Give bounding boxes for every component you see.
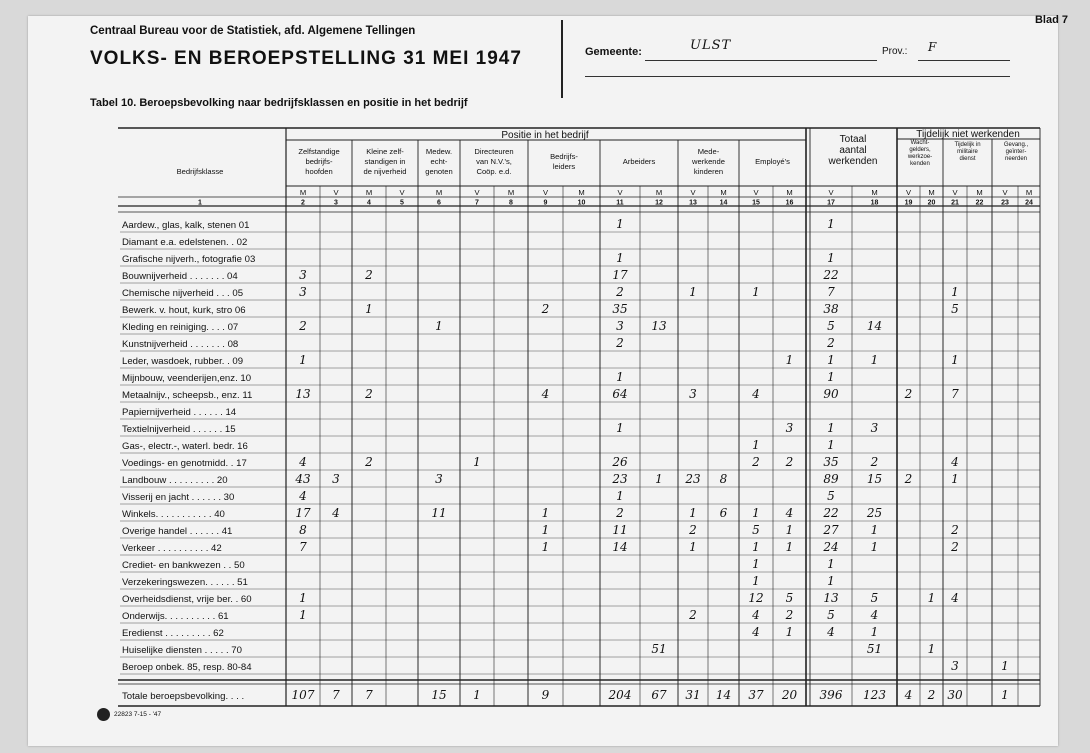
cell-value: 1 [473,455,481,469]
cell-value: 11 [431,506,447,520]
cell-value: 1 [827,574,835,588]
cell-value: 2 [689,523,697,537]
cell-value: 1 [951,353,959,367]
col-number: 22 [975,199,984,207]
row-label: Huiselijke diensten . . . . . 70 [122,645,242,656]
mv-label: M [871,188,878,197]
total-value: 31 [685,688,701,702]
cell-value: 1 [616,217,624,231]
gemeente-value: ULST [690,38,732,53]
cell-value: 1 [827,353,835,367]
subgroup-header: dienst [959,156,976,162]
cell-value: 4 [951,455,959,469]
subgroup-header: militaire [957,149,978,155]
group-header: Mede- [697,147,720,156]
mv-label: M [976,188,983,197]
cell-value: 14 [866,319,883,333]
group-header: Coöp. e.d. [476,167,512,176]
cell-value: 13 [295,387,311,401]
cell-value: 3 [951,659,959,673]
cell-value: 1 [870,625,879,639]
total-value: 1 [1001,688,1009,702]
col-number: 7 [475,199,479,207]
cell-value: 1 [541,523,550,537]
cell-value: 2 [752,455,760,469]
cell-value: 1 [655,472,663,486]
mv-label: M [928,188,935,197]
row-label: Verkeer . . . . . . . . . . 42 [122,543,222,554]
cell-value: 1 [927,642,936,656]
cell-value: 4 [951,591,959,605]
cell-value: 1 [435,319,443,333]
cell-value: 51 [866,642,883,656]
group-header: kinderen [693,167,724,176]
cell-value: 2 [689,608,697,622]
cell-value: 38 [823,302,839,316]
cell-value: 3 [689,387,697,401]
cell-value: 1 [785,353,794,367]
cell-value: 4 [299,489,307,503]
cell-value: 2 [616,506,624,520]
total-value: 30 [947,688,963,702]
total-value: 107 [291,688,315,702]
cell-value: 22 [823,268,839,282]
positie-header: Positie in het bedrijf [501,130,589,141]
cell-value: 5 [752,523,760,537]
row-label: Leder, wasdoek, rubber. . 09 [122,356,244,367]
cell-value: 1 [1001,659,1009,673]
subgroup-header: Wacht- [910,140,930,146]
row-label: Metaalnijv., scheepsb., enz. 11 [122,390,253,401]
printer-logo-icon [97,708,110,721]
mv-label: V [952,188,958,197]
total-label: Totale beroepsbevolking. . . . [122,691,245,702]
form-title: VOLKS- EN BEROEPSTELLING 31 MEI 1947 [90,48,522,69]
col-number: 3 [334,199,338,207]
cell-value: 3 [435,472,443,486]
col-number: 13 [689,199,697,207]
group-header: Kleine zelf- [366,147,404,156]
cell-value: 3 [785,421,794,435]
table-title: Tabel 10. Beroepsbevolking naar bedrijfsklassen en positie in het bedrijf [90,97,468,109]
cell-value: 3 [616,319,624,333]
cell-value: 23 [612,472,628,486]
total-value: 14 [715,688,732,702]
row-label: Landbouw . . . . . . . . . 20 [122,475,228,486]
row-label: Voedings- en genotmidd. . 17 [122,458,247,469]
group-header: hoofden [305,167,333,176]
row-label: Bouwnijverheid . . . . . . . 04 [122,271,238,282]
mv-label: V [474,188,480,197]
col-number: 4 [367,199,371,207]
total-value: 37 [748,688,764,702]
group-header: echt- [430,157,448,166]
cell-value: 1 [752,285,760,299]
mv-label: M [1025,188,1033,197]
mv-label: V [617,188,623,197]
subgroup-header: kenden [910,161,930,167]
group-header: genoten [425,167,453,176]
total-value: 9 [541,688,550,702]
totaal-header: werkenden [828,156,878,167]
row-label: Crediet- en bankwezen . . 50 [122,560,245,571]
cell-value: 4 [870,608,879,622]
cell-value: 27 [823,523,839,537]
group-header: standigen in [364,157,406,166]
subgroup-header: Tijdelijk in [954,142,981,148]
tijdelijk-header: Tijdelijk niet werkenden [916,129,1020,140]
col-number: 9 [543,199,548,207]
cell-value: 1 [541,540,550,554]
col-number: 23 [1001,199,1009,207]
cell-value: 1 [616,421,624,435]
cell-value: 22 [823,506,839,520]
row-label: Kunstnijverheid . . . . . . . 08 [122,339,239,350]
cell-value: 2 [951,523,959,537]
cell-value: 1 [689,285,697,299]
cell-value: 3 [299,268,307,282]
mv-label: V [399,188,405,197]
cell-value: 7 [827,285,835,299]
cell-value: 2 [365,455,373,469]
cell-value: 89 [823,472,839,486]
col-number: 12 [655,199,663,207]
mv-label: V [753,188,759,197]
gemeente-label: Gemeente: [585,46,642,58]
row-label: Gas-, electr.-, waterl. bedr. 16 [122,441,248,452]
cell-value: 4 [752,625,760,639]
row-label: Grafische nijverh., fotografie 03 [122,254,256,265]
cell-value: 7 [951,387,959,401]
cell-value: 2 [365,268,373,282]
cell-value: 4 [752,387,760,401]
mv-label: M [435,188,443,197]
col-number: 5 [400,199,404,207]
cell-value: 1 [827,557,835,571]
col-number: 14 [719,199,728,207]
cell-value: 1 [827,438,835,452]
row-label: Verzekeringswezen. . . . . . 51 [122,577,248,588]
cell-value: 13 [651,319,667,333]
cell-value: 2 [904,387,913,401]
col-number: 11 [616,199,624,207]
cell-value: 1 [689,540,697,554]
cell-value: 43 [295,472,311,486]
bureau-name: Centraal Bureau voor de Statistiek, afd. Algemene Tellingen [90,25,416,37]
bedrijfsklasse-header: Bedrijfsklasse [176,167,224,176]
group-header: werkende [692,157,725,166]
cell-value: 1 [752,540,760,554]
col-number: 2 [301,199,305,207]
cell-value: 2 [785,455,794,469]
col-number: 18 [870,199,879,207]
cell-value: 1 [827,421,835,435]
cell-value: 1 [752,557,760,571]
cell-value: 12 [748,591,764,605]
cell-value: 11 [612,523,628,537]
col-number: 15 [752,199,760,207]
cell-value: 1 [616,370,624,384]
row-label: Papiernijverheid . . . . . . 14 [122,407,237,418]
total-value: 204 [608,688,632,702]
col-number: 6 [437,199,441,207]
prov-label: Prov.: [882,46,908,57]
totaal-header: aantal [839,145,867,156]
mv-label: V [1002,188,1008,197]
cell-value: 1 [870,353,879,367]
cell-value: 24 [823,540,839,554]
row-label: Kleding en reiniging. . . . 07 [122,322,239,333]
group-header: Zelfstandige [298,147,340,156]
col-number: 19 [904,199,913,207]
cell-value: 5 [870,591,879,605]
cell-value: 1 [951,285,959,299]
cell-value: 6 [719,506,728,520]
cell-value: 1 [785,625,794,639]
cell-value: 8 [719,472,728,486]
row-label: Beroep onbek. 85, resp. 80-84 [122,662,252,673]
cell-value: 1 [752,574,760,588]
row-label: Winkels. . . . . . . . . . . 40 [122,509,225,520]
col-number: 16 [785,199,794,207]
cell-value: 1 [827,217,835,231]
cell-value: 2 [904,472,913,486]
sheet-number: Blad 7 [1034,14,1068,26]
group-header: Employé's [755,157,790,166]
cell-value: 2 [299,319,307,333]
col-number: 21 [951,199,959,207]
cell-value: 4 [299,455,307,469]
cell-value: 1 [870,540,879,554]
cell-value: 1 [299,591,307,605]
cell-value: 5 [827,608,835,622]
mv-label: V [690,188,696,197]
cell-value: 35 [612,302,628,316]
mv-label: M [365,188,373,197]
cell-value: 1 [752,506,760,520]
cell-value: 4 [752,608,760,622]
mv-label: M [299,188,307,197]
row-label: Overheidsdienst, vrije ber. . 60 [122,594,252,605]
cell-value: 1 [365,302,373,316]
cell-value: 1 [827,251,835,265]
cell-value: 1 [827,370,835,384]
cell-value: 3 [299,285,307,299]
col-number: 8 [509,199,513,207]
cell-value: 2 [870,455,879,469]
col-number: 20 [927,199,936,207]
row-label: Visserij en jacht . . . . . . 30 [122,492,235,503]
subgroup-header: gelders, [909,147,931,153]
col-number: 17 [827,199,835,207]
cell-value: 5 [827,489,835,503]
cell-value: 1 [752,438,760,452]
mv-label: M [786,188,793,197]
row-label: Aardew., glas, kalk, stenen 01 [122,220,250,231]
totaal-header: Totaal [839,134,867,145]
cell-value: 8 [299,523,307,537]
row-label: Eredienst . . . . . . . . . 62 [122,628,224,639]
cell-value: 3 [870,421,879,435]
row-label: Mijnbouw, veenderijen,enz. 10 [122,373,252,384]
cell-value: 51 [651,642,667,656]
cell-value: 1 [951,472,959,486]
mv-label: M [655,188,663,197]
mv-label: V [333,188,339,197]
mv-label: V [905,188,912,197]
cell-value: 1 [927,591,936,605]
cell-value: 1 [541,506,550,520]
cell-value: 5 [827,319,835,333]
group-header: bedrijfs- [305,157,333,166]
cell-value: 2 [541,302,550,316]
cell-value: 26 [612,455,628,469]
cell-value: 35 [823,455,839,469]
cell-value: 14 [612,540,628,554]
total-value: 7 [332,688,340,702]
cell-value: 7 [299,540,307,554]
group-header: van N.V.'s, [476,157,512,166]
group-header: Bedrijfs- [550,152,578,161]
cell-value: 2 [616,285,624,299]
cell-value: 1 [785,523,794,537]
cell-value: 1 [616,489,624,503]
total-value: 20 [781,688,798,702]
prov-value: F [928,40,937,54]
print-code: 22823 7-15 - '47 [114,711,162,718]
cell-value: 5 [951,302,959,316]
cell-value: 4 [785,506,794,520]
col-number: 24 [1025,199,1033,207]
mv-label: M [720,188,727,197]
cell-value: 4 [827,625,835,639]
total-value: 2 [927,688,936,702]
mv-label: V [542,188,549,197]
cell-value: 17 [612,268,628,282]
row-label: Onderwijs. . . . . . . . . . 61 [122,611,229,622]
mv-label: M [578,188,585,197]
cell-value: 4 [541,387,550,401]
col-number: 1 [198,199,202,207]
total-value: 67 [651,688,667,702]
total-value: 1 [473,688,481,702]
cell-value: 2 [365,387,373,401]
total-value: 396 [819,688,843,702]
cell-value: 15 [866,472,883,486]
cell-value: 1 [299,608,307,622]
cell-value: 1 [616,251,624,265]
cell-value: 64 [612,387,628,401]
total-value: 15 [431,688,447,702]
cell-value: 1 [689,506,697,520]
group-header: Medew. [425,147,453,156]
cell-value: 25 [866,506,883,520]
cell-value: 13 [823,591,839,605]
col-number: 10 [577,199,586,207]
row-label: Bewerk. v. hout, kurk, stro 06 [122,305,246,316]
cell-value: 4 [332,506,340,520]
cell-value: 5 [785,591,794,605]
cell-value: 1 [785,540,794,554]
cell-value: 2 [827,336,835,350]
cell-value: 2 [785,608,794,622]
cell-value: 2 [616,336,624,350]
row-label: Diamant e.a. edelstenen. . 02 [122,237,248,248]
cell-value: 90 [823,387,839,401]
cell-value: 3 [332,472,340,486]
subgroup-header: Gevang., [1003,142,1029,148]
cell-value: 17 [295,506,311,520]
row-label: Textielnijverheid . . . . . . 15 [122,424,236,435]
total-value: 123 [863,688,886,702]
cell-value: 1 [299,353,307,367]
group-header: Directeuren [474,147,514,156]
subgroup-header: geïnter- [1005,149,1027,155]
cell-value: 23 [685,472,701,486]
mv-label: V [828,188,834,197]
row-label: Chemische nijverheid . . . 05 [122,288,244,299]
group-header: Arbeiders [622,157,656,166]
row-label: Overige handel . . . . . . 41 [122,526,233,537]
group-header: leiders [552,162,576,171]
cell-value: 1 [870,523,879,537]
cell-value: 2 [951,540,959,554]
subgroup-header: werkzoe- [907,154,933,160]
mv-label: M [507,188,515,197]
group-header: de nijverheid [363,167,407,176]
subgroup-header: neerden [1004,156,1028,162]
total-value: 7 [365,688,373,702]
total-value: 4 [904,688,913,702]
